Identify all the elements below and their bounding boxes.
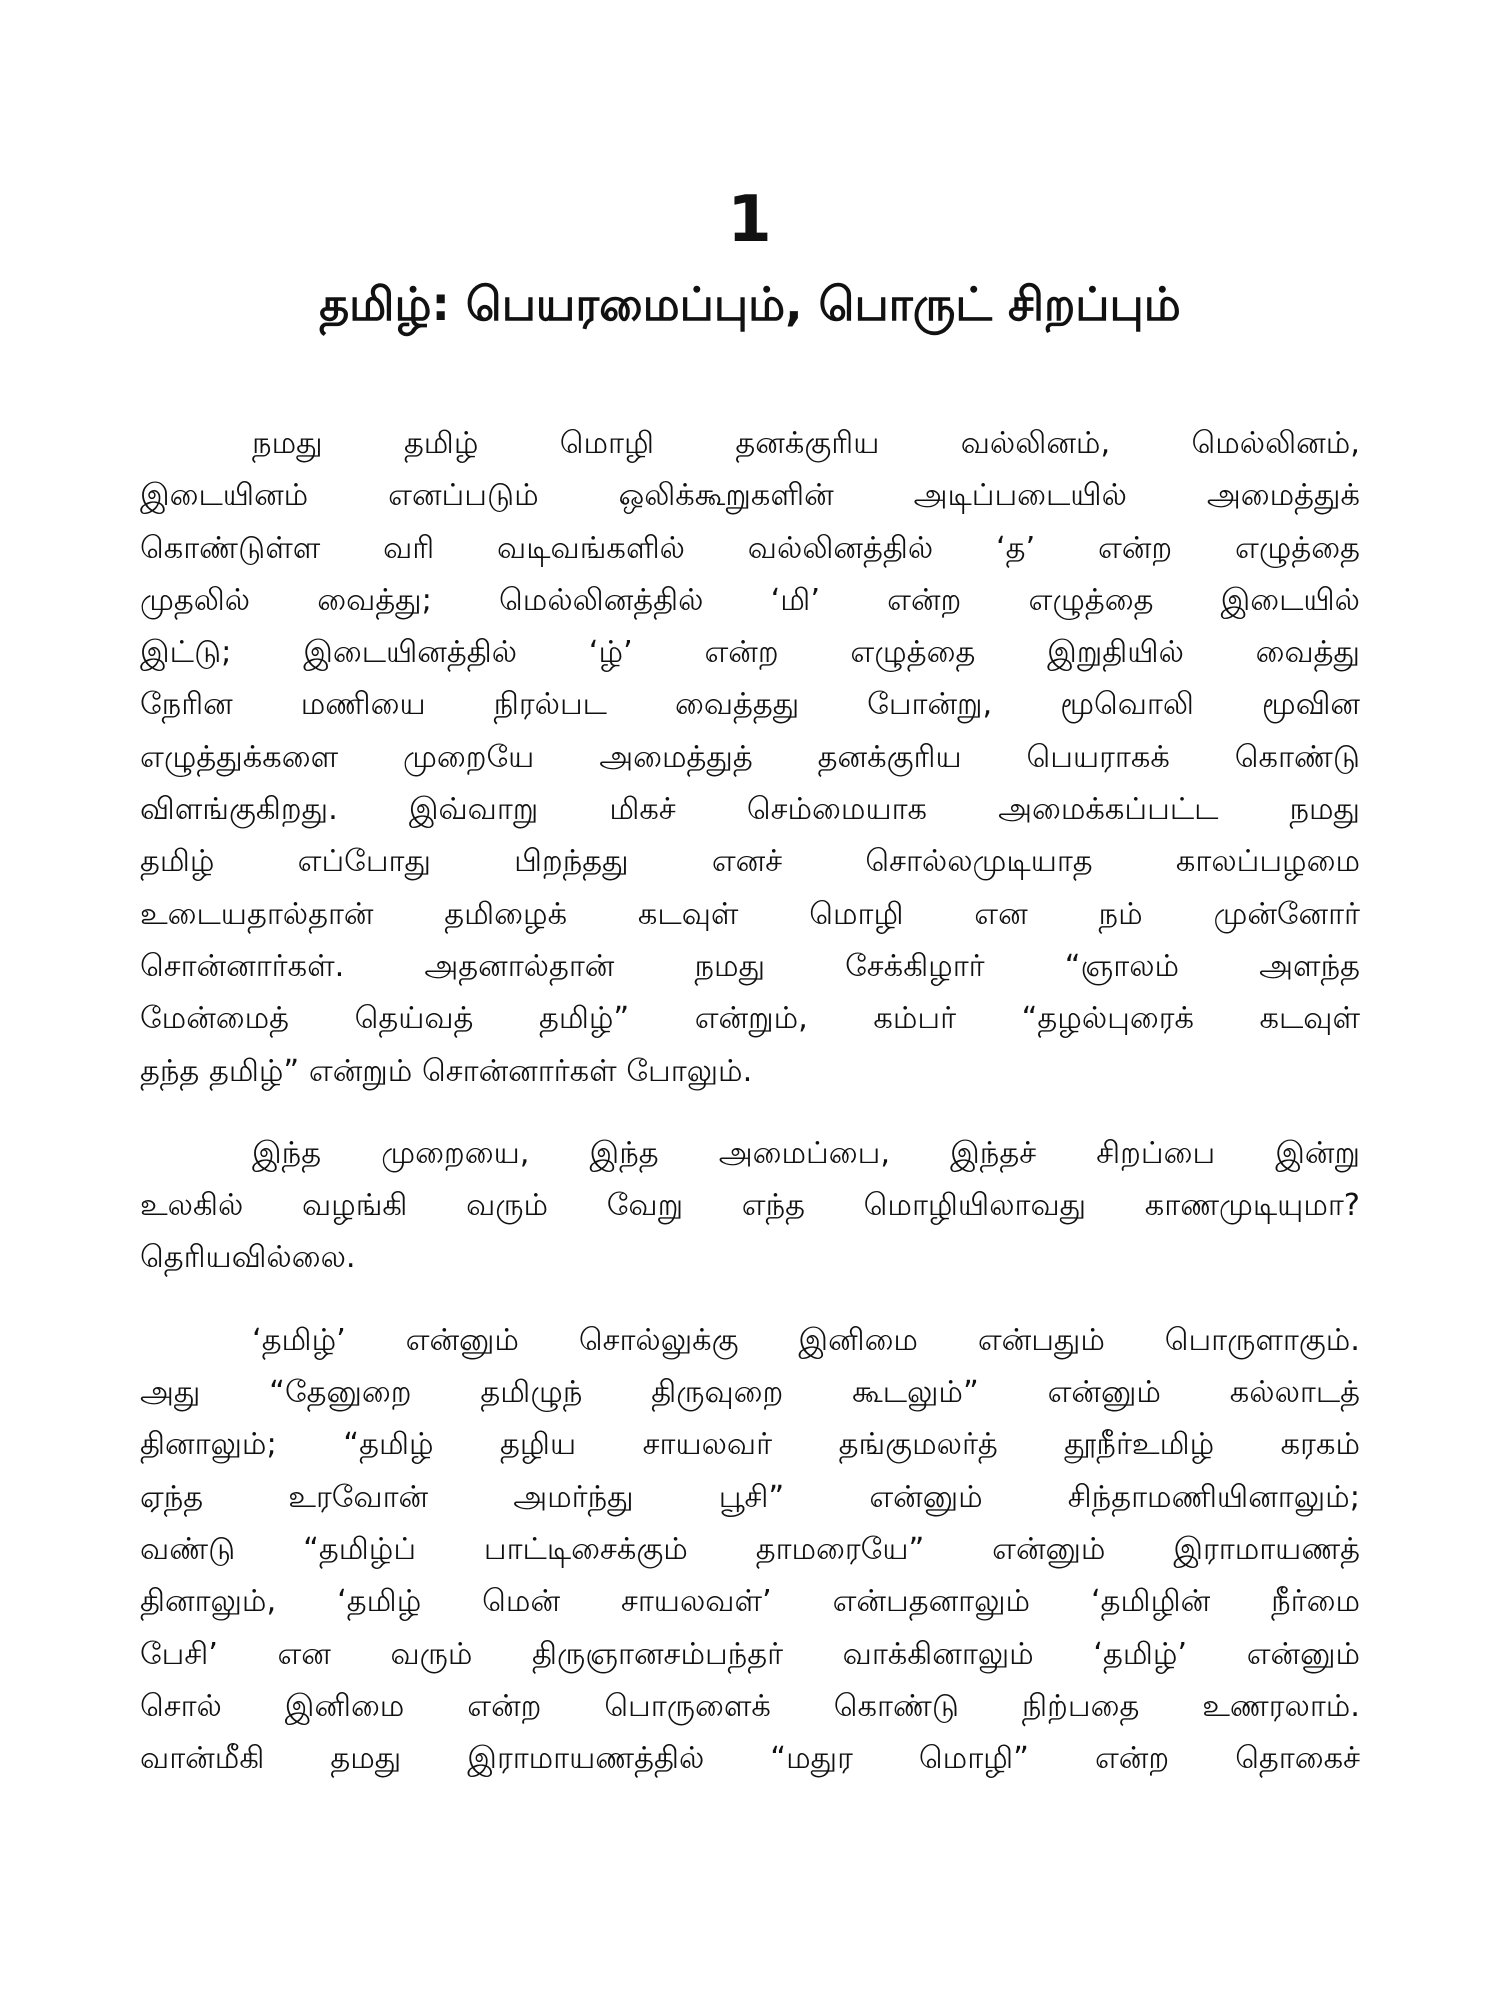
text-line: இடையினம் எனப்படும் ஒலிக்கூறுகளின் அடிப்படையில் அமைத்துக்: [140, 478, 1360, 514]
text-line: தினாலும்; “தமிழ் தழிய சாயலவர் தங்குமலர்த் தூநீர்உமிழ் கரகம்: [140, 1427, 1360, 1463]
text-line: முதலில் வைத்து; மெல்லினத்தில் ‘மி’ என்ற எழுத்தை இடையில்: [140, 582, 1360, 618]
paragraph-2: [140, 1128, 1360, 1285]
text-line: உடையதால்தான் தமிழைக் கடவுள் மொழி என நம் முன்னோர்: [140, 896, 1360, 932]
text-line: நேரின மணியை நிரல்பட வைத்தது போன்று, மூவொலி மூவின: [140, 687, 1360, 723]
text-line: தெரியவில்லை.: [140, 1240, 356, 1276]
text-line: பேசி’ என வரும் திருஞானசம்பந்தர் வாக்கினாலும் ‘தமிழ்’ என்னும்: [140, 1636, 1360, 1672]
text-line: இட்டு; இடையினத்தில் ‘ழ்’ என்ற எழுத்தை இறுதியில் வைத்து: [140, 635, 1360, 671]
text-line: தமிழ் எப்போது பிறந்தது எனச் சொல்லமுடியாத காலப்பழமை: [140, 844, 1360, 880]
text-line: ‘தமிழ்’ என்னும் சொல்லுக்கு இனிமை என்பதும் பொருளாகும்.: [252, 1322, 1360, 1358]
text-line: வண்டு “தமிழ்ப் பாட்டிசைக்கும் தாமரையே” என்னும் இராமாயணத்: [140, 1531, 1360, 1567]
paragraph-1: [140, 418, 1360, 1098]
text-line: மேன்மைத் தெய்வத் தமிழ்” என்றும், கம்பர் “தழல்புரைக் கடவுள்: [140, 1001, 1360, 1037]
chapter-number: 1: [727, 183, 773, 257]
text-line: தினாலும், ‘தமிழ் மென் சாயலவள்’ என்பதனாலும் ‘தமிழின் நீர்மை: [140, 1584, 1360, 1620]
text-line: நமது தமிழ் மொழி தனக்குரிய வல்லினம், மெல்லினம்,: [252, 426, 1360, 461]
paragraph-3: [140, 1315, 1360, 1786]
text-line: சொன்னார்கள். அதனால்தான் நமது சேக்கிழார் “ஞாலம் அளந்த: [140, 948, 1360, 984]
text-line: கொண்டுள்ள வரி வடிவங்களில் வல்லினத்தில் ‘த’ என்ற எழுத்தை: [140, 530, 1360, 566]
text-line: உலகில் வழங்கி வரும் வேறு எந்த மொழியிலாவது காணமுடியுமா?: [140, 1188, 1360, 1224]
text-line: அது “தேனுறை தமிழுந் திருவுறை கூடலும்” என்னும் கல்லாடத்: [140, 1375, 1360, 1411]
text-line: எழுத்துக்களை முறையே அமைத்துத் தனக்குரிய பெயராகக் கொண்டு: [140, 739, 1360, 775]
text-line: வான்மீகி தமது இராமாயணத்தில் “மதுர மொழி” என்ற தொகைச்: [140, 1741, 1360, 1777]
text-line: ஏந்த உரவோன் அமர்ந்து பூசி” என்னும் சிந்தாமணியினாலும்;: [140, 1479, 1360, 1515]
text-line: இந்த முறையை, இந்த அமைப்பை, இந்தச் சிறப்பை இன்று: [252, 1135, 1360, 1171]
paragraph-gap: [140, 1098, 1360, 1128]
text-line: சொல் இனிமை என்ற பொருளைக் கொண்டு நிற்பதை உணரலாம்.: [140, 1688, 1360, 1724]
text-line: விளங்குகிறது. இவ்வாறு மிகச் செம்மையாக அமைக்கப்பட்ட நமது: [140, 792, 1360, 828]
text-line: தந்த தமிழ்” என்றும் சொன்னார்கள் போலும்.: [140, 1053, 753, 1089]
body-text: [140, 418, 1360, 1785]
paragraph-gap: [140, 1285, 1360, 1315]
chapter-title: தமிழ்: பெயரமைப்பும், பொருட் சிறப்பும்: [319, 277, 1181, 331]
